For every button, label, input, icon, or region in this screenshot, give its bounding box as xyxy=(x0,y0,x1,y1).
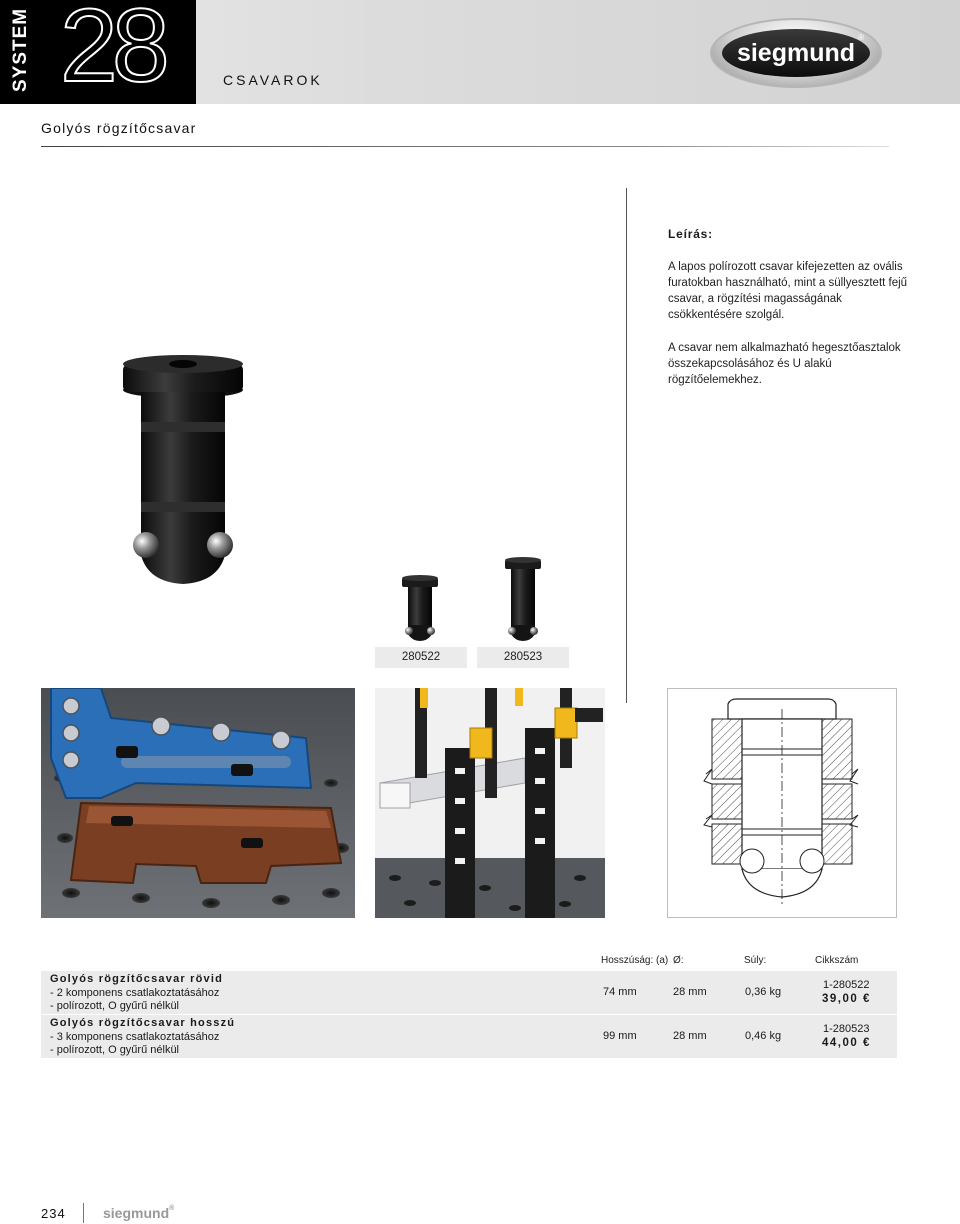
row-price: 39,00 € xyxy=(822,993,871,1005)
row-weight: 0,46 kg xyxy=(745,1030,782,1042)
logo-registered-mark: ® xyxy=(858,33,864,42)
description-paragraph-1: A lapos polírozott csavar kifejezetten az ovális furatokban használható, mint a süllyesztett fejű csavar, a rögzítési magasságának csökkentésére szolgál. xyxy=(668,261,908,321)
header-length: Hosszúság: (a) xyxy=(601,955,669,966)
system-number: 28 xyxy=(60,0,164,104)
column-divider xyxy=(626,188,627,703)
application-photo-2 xyxy=(375,688,605,918)
footer-divider xyxy=(83,1203,84,1223)
technical-drawing xyxy=(667,688,897,918)
row-article-number: 1-280523 xyxy=(823,1023,870,1035)
variant-long-image xyxy=(503,556,543,642)
row-title: Golyós rögzítőcsavar hosszú xyxy=(50,1017,236,1029)
row-detail: - polírozott, O gyűrű nélkül xyxy=(50,1000,180,1012)
variant-short-image xyxy=(400,574,440,642)
logo-text: siegmund xyxy=(736,39,856,67)
row-title: Golyós rögzítőcsavar rövid xyxy=(50,973,224,985)
row-weight: 0,36 kg xyxy=(745,986,782,998)
page-header xyxy=(0,0,960,104)
row-price: 44,00 € xyxy=(822,1037,871,1049)
row-length: 99 mm xyxy=(603,1030,637,1042)
footer-logo-text: siegmund xyxy=(103,1205,170,1221)
row-diameter: 28 mm xyxy=(673,986,707,998)
table-row xyxy=(41,1015,897,1058)
category-title: CSAVAROK xyxy=(223,72,323,88)
page-number: 234 xyxy=(41,1206,66,1221)
row-article-number: 1-280522 xyxy=(823,979,870,991)
header-weight: Súly: xyxy=(744,955,767,966)
row-diameter: 28 mm xyxy=(673,1030,707,1042)
row-detail: - polírozott, O gyűrű nélkül xyxy=(50,1044,180,1056)
system-label: SYSTEM xyxy=(10,7,31,92)
system-badge xyxy=(0,0,196,104)
section-title: Golyós rögzítőcsavar xyxy=(41,120,197,136)
header-article: Cikkszám xyxy=(815,955,859,966)
row-length: 74 mm xyxy=(603,986,637,998)
row-detail: - 2 komponens csatlakoztatásához xyxy=(50,987,220,999)
footer-registered-mark: ® xyxy=(169,1205,175,1212)
siegmund-logo xyxy=(710,18,882,88)
main-product-image xyxy=(118,350,248,590)
description-heading: Leírás: xyxy=(668,227,713,241)
variant-code-long: 280523 xyxy=(477,647,569,668)
row-detail: - 3 komponens csatlakoztatásához xyxy=(50,1031,220,1043)
variant-code-short: 280522 xyxy=(375,647,467,668)
table-row xyxy=(41,971,897,1014)
description-paragraph-2: A csavar nem alkalmazható hegesztőasztalok összekapcsolásához és U alakú rögzítőelemekhez. xyxy=(668,342,901,386)
footer-logo xyxy=(103,1205,174,1221)
section-divider xyxy=(41,146,889,147)
application-photo-1 xyxy=(41,688,355,918)
header-diameter: Ø: xyxy=(673,955,684,966)
